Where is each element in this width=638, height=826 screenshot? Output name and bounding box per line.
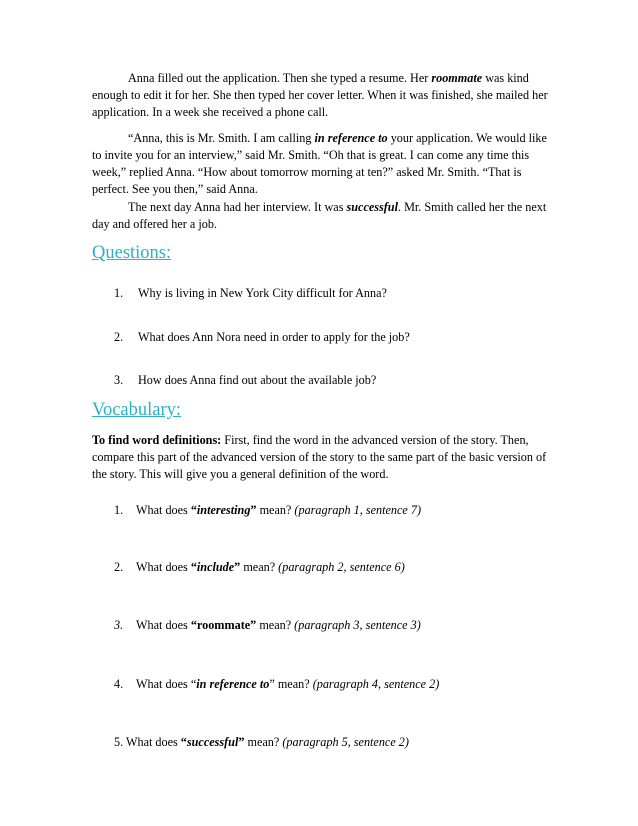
- vocab-word: in reference to: [196, 677, 270, 691]
- vocab-word: include: [196, 560, 235, 574]
- text-run: mean?: [244, 735, 283, 749]
- vocab-question-item: [114, 502, 554, 519]
- vocab-question-number: 1.: [114, 503, 124, 517]
- vocab-word: interesting: [196, 503, 251, 517]
- story-paragraph-2: [92, 130, 554, 198]
- vocab-reference: (paragraph 5, sentence 2): [282, 735, 409, 749]
- text-run: mean?: [240, 560, 279, 574]
- question-text: How does Anna find out about the available job?: [138, 373, 377, 387]
- vocab-reference: (paragraph 4, sentence 2): [312, 677, 440, 691]
- question-number: 1.: [114, 286, 124, 300]
- text-run: . Mr. Smith called her the next day and offered her a job.: [92, 200, 547, 231]
- text-run: “: [190, 560, 197, 574]
- text-run: “: [180, 735, 187, 749]
- text-run: your application. We would like to invite you for an interview,” said Mr. Smith. “Oh that is great. I can come any time this week,” replied Anna. “How about tomorrow morning at ten?” asked Mr. Smith. “That is perfect. See you then,” said Anna.: [92, 131, 547, 196]
- vocab-word-highlight: roommate: [431, 71, 483, 85]
- text-run: ”: [250, 503, 257, 517]
- question-item: [114, 372, 554, 389]
- questions-heading: Questions:: [92, 243, 172, 263]
- instructions-label: To find word definitions:: [92, 433, 222, 447]
- story-paragraph-3: [92, 199, 554, 233]
- story-paragraph-1: [92, 70, 554, 121]
- vocab-word-highlight: successful: [346, 200, 398, 214]
- text-run: “: [190, 677, 197, 691]
- vocab-question-item: [114, 676, 554, 693]
- vocabulary-instructions: [92, 432, 554, 483]
- text-run: ”: [238, 735, 245, 749]
- vocab-question-item: [114, 559, 554, 576]
- vocab-question-number: 3.: [114, 618, 124, 632]
- question-number: 2.: [114, 330, 124, 344]
- text-run: What does: [136, 677, 191, 691]
- vocabulary-heading: Vocabulary:: [92, 400, 182, 420]
- question-number: 3.: [114, 373, 124, 387]
- question-text: Why is living in New York City difficult for Anna?: [138, 286, 387, 300]
- vocab-reference: (paragraph 2, sentence 6): [278, 560, 405, 574]
- text-run: Anna filled out the application. Then she typed a resume. Her: [128, 71, 432, 85]
- text-run: ”: [269, 677, 275, 691]
- vocab-reference: (paragraph 1, sentence 7): [294, 503, 422, 517]
- text-run: What does: [136, 618, 191, 632]
- text-run: What does: [136, 560, 191, 574]
- question-text: What does Ann Nora need in order to apply for the job?: [138, 330, 410, 344]
- instructions-text: First, find the word in the advanced version of the story. Then, compare this part of the advanced version of the story to the same part of the basic version of the story. This will give you a general definition of the word.: [92, 433, 547, 481]
- question-item: [114, 285, 554, 302]
- vocab-word: successful: [186, 735, 239, 749]
- text-run: mean?: [256, 618, 295, 632]
- text-run: ”: [250, 618, 257, 632]
- vocab-question-number: 4.: [114, 677, 124, 691]
- text-run: What does: [125, 735, 181, 749]
- text-run: mean?: [256, 503, 295, 517]
- vocab-word-highlight: in reference to: [314, 131, 388, 145]
- vocab-word: roommate: [196, 618, 251, 632]
- text-run: What does: [136, 503, 191, 517]
- vocab-reference: (paragraph 3, sentence 3): [294, 618, 421, 632]
- text-run: was kind enough to edit it for her. She then typed her cover letter. When it was finished, she mailed her application. In a week she received a phone call.: [92, 71, 548, 119]
- vocab-question-number: 5.: [114, 735, 124, 749]
- text-run: “: [190, 503, 197, 517]
- text-run: mean?: [274, 677, 313, 691]
- text-run: “: [190, 618, 197, 632]
- vocab-question-item: [114, 617, 554, 634]
- text-run: The next day Anna had her interview. It was: [128, 200, 347, 214]
- text-run: “Anna, this is Mr. Smith. I am calling: [128, 131, 315, 145]
- vocab-question-number: 2.: [114, 560, 124, 574]
- question-item: [114, 329, 554, 346]
- text-run: ”: [234, 560, 241, 574]
- vocab-question-item: [114, 734, 554, 751]
